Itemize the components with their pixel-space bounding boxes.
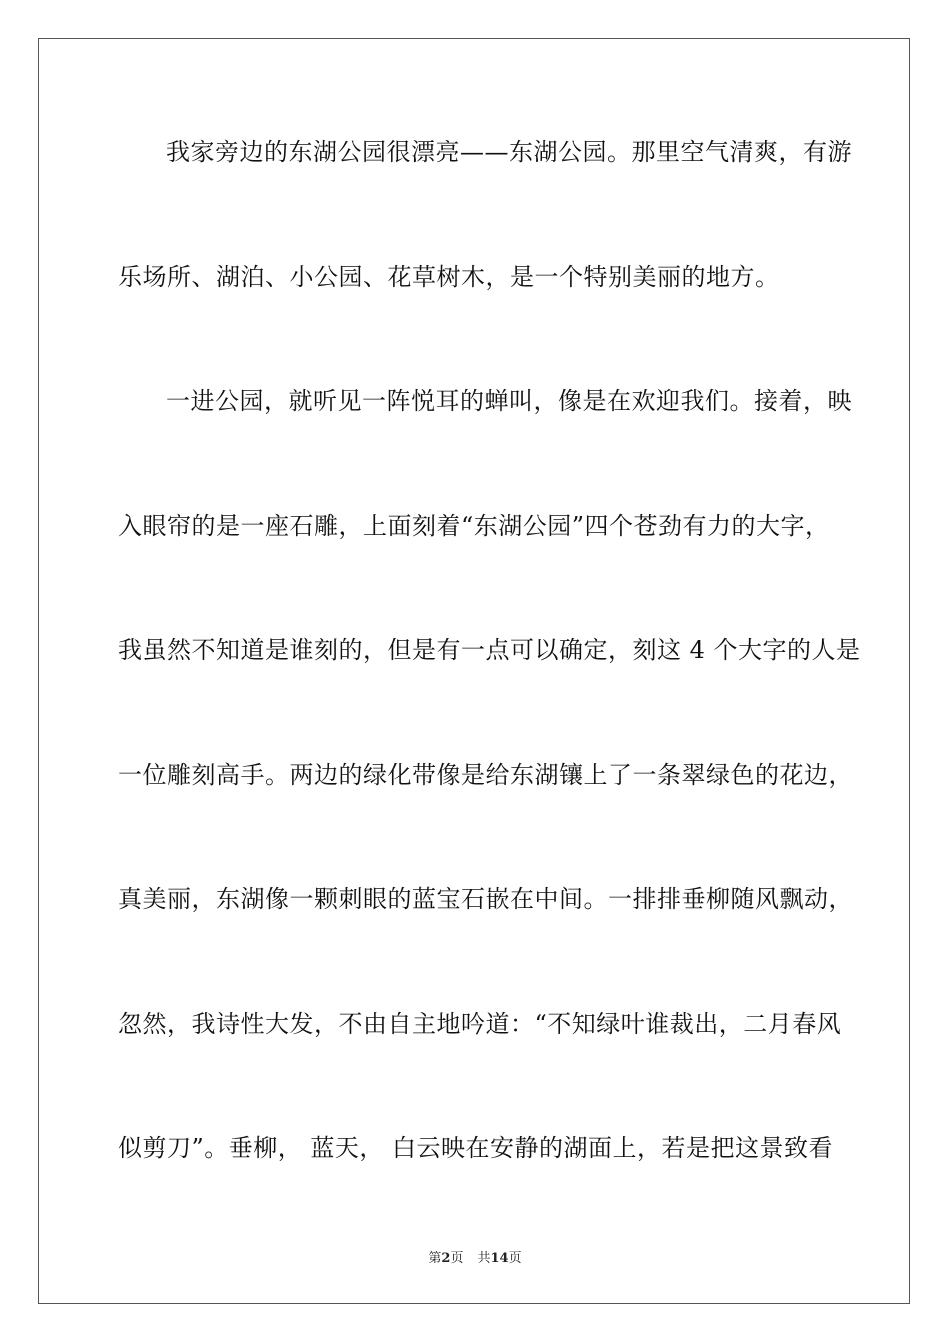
paragraph-2-line-2: 入眼帘的是一座石雕，上面刻着“东湖公园”四个苍劲有力的大字，: [118, 512, 830, 540]
page-prefix: 第: [428, 1251, 442, 1266]
paragraph-2-line-7: 似剪刀”。垂柳， 蓝天， 白云映在安静的湖面上，若是把这景致看: [118, 1134, 834, 1162]
current-page-number: 2: [441, 1251, 451, 1266]
page-footer: [0, 1247, 950, 1266]
total-unit: 页: [508, 1251, 522, 1266]
paragraph-2-line-4: 一位雕刻高手。两边的绿化带像是给东湖镶上了一条翠绿色的花边，: [118, 761, 853, 789]
paragraph-2-line-1: 一进公园，就听见一阵悦耳的蝉叫，像是在欢迎我们。接着，映: [166, 387, 852, 415]
total-page-count: 14: [490, 1251, 509, 1266]
paragraph-2-line-3: 我虽然不知道是谁刻的，但是有一点可以确定，刻这 4 个大字的人是: [118, 636, 861, 664]
paragraph-2-line-6: 忽然，我诗性大发，不由自主地吟道：“不知绿叶谁裁出，二月春风: [118, 1010, 842, 1038]
paragraph-1-line-2: 乐场所、湖泊、小公园、花草树木，是一个特别美丽的地方。: [118, 263, 780, 291]
paragraph-1-line-1: 我家旁边的东湖公园很漂亮——东湖公园。那里空气清爽，有游: [166, 138, 852, 166]
total-prefix: 共: [477, 1251, 491, 1266]
page-border: [38, 38, 910, 1304]
page-unit: 页: [450, 1251, 464, 1266]
paragraph-2-line-5: 真美丽，东湖像一颗刺眼的蓝宝石嵌在中间。一排排垂柳随风飘动，: [118, 885, 853, 913]
